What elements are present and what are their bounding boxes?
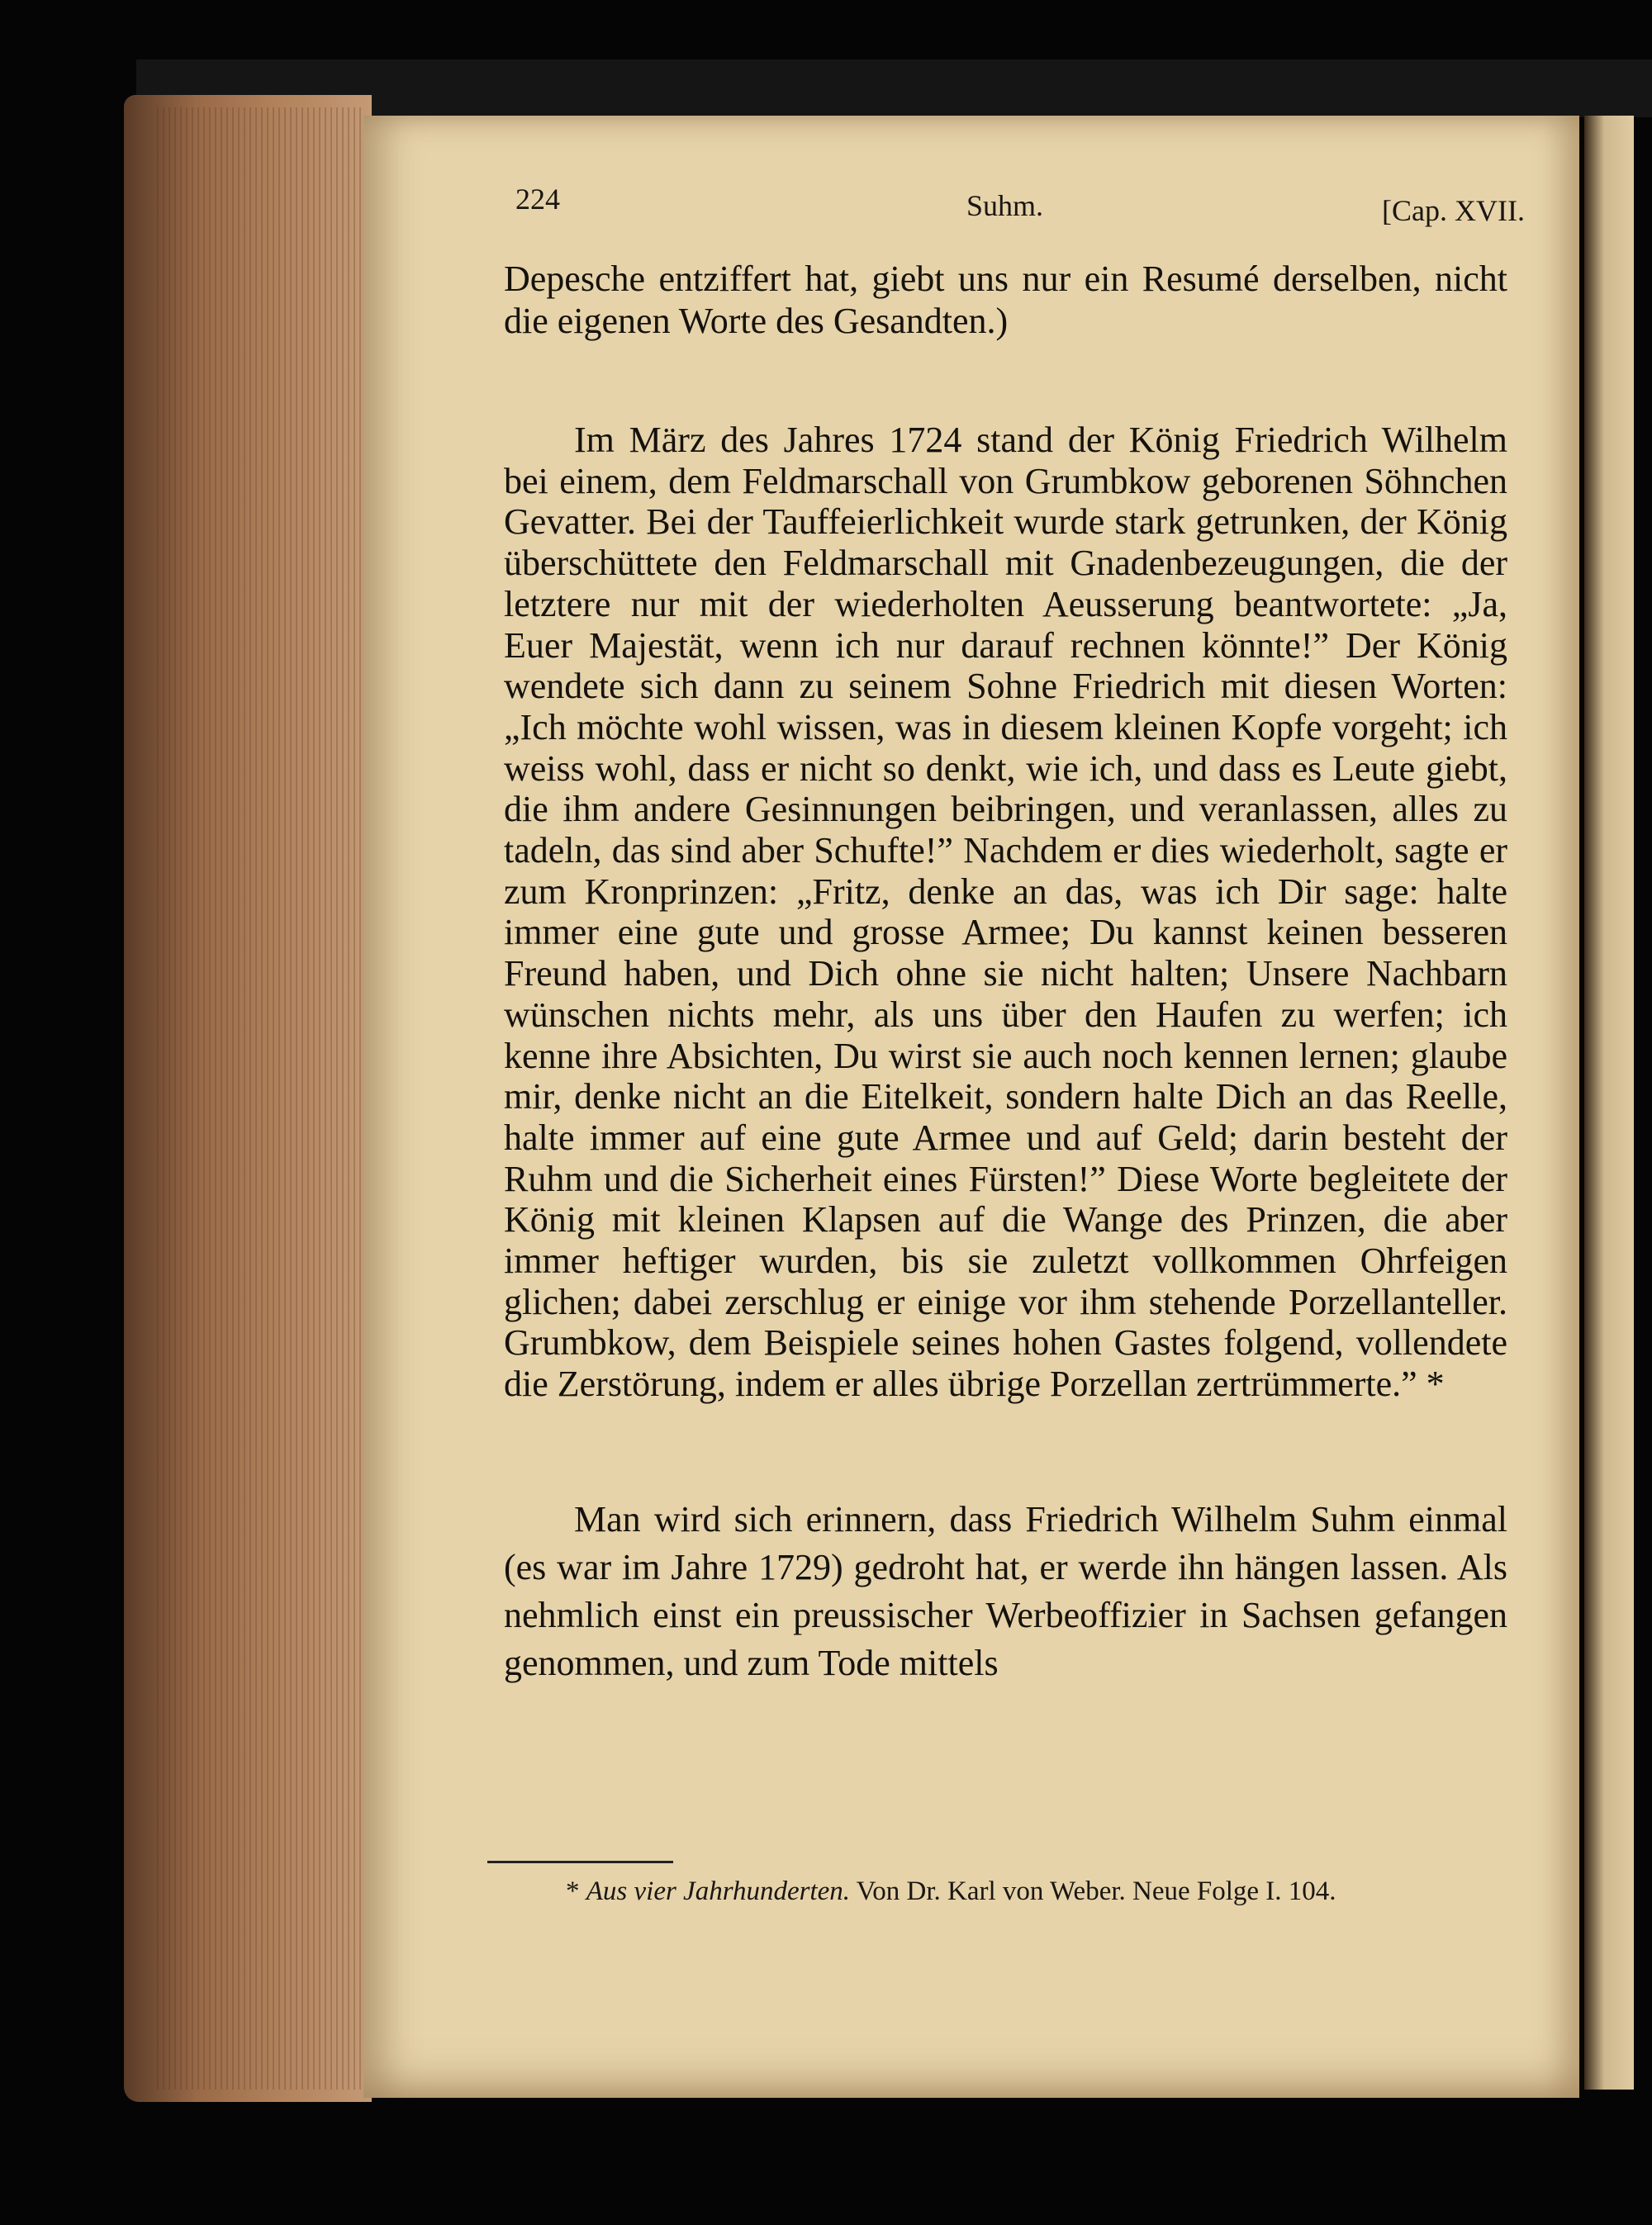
footnote-rule — [487, 1861, 673, 1863]
footnote-citation: Von Dr. Karl von Weber. Neue Folge I. 104. — [856, 1876, 1336, 1906]
footnote-title: Aus vier Jahrhunderten. — [586, 1876, 851, 1906]
paragraph-anecdote: Im März des Jahres 1724 stand der König Friedrich Wilhelm bei einem, dem Feldmarschall von Grumbkow geborenen Söhnchen Gevatter. Bei der Tauffeierlichkeit wurde stark getrunken, der König überschüttete den Feldmarschall mit Gnadenbezeugungen, die der letztere nur mit der wiederholten Aeusserung beantwortete: „Ja, Euer Majestät, wenn ich nur darauf rechnen könnte!” Der König wendete sich dann zu seinem Sohne Friedrich mit diesen Worten: „Ich möchte wohl wissen, was in diesem kleinen Kopfe vorgeht; ich weiss wohl, dass er nicht so denkt, wie ich, und dass es Leute giebt, die ihm andere Gesinnungen beibringen, und veranlassen, alles zu tadeln, das sind aber Schufte!” Nachdem er dies wiederholt, sagte er zum Kronprinzen: „Fritz, denke an das, was ich Dir sage: halte immer eine gute und grosse Armee; Du kannst keinen besseren Freund haben, und Dich ohne sie nicht halten; Unsere Nachbarn wünschen nichts mehr, als uns über den Haufen zu werfen; ich kenne ihre Absichten, Du wirst sie auch noch kennen lernen; glaube mir, denke nicht an die Eitelkeit, sondern halte Dich an das Reelle, halte immer auf eine gute Armee und auf Geld; darin besteht der Ruhm und die Sicherheit eines Fürsten!” Diese Worte begleitete der König mit kleinen Klapsen auf die Wange des Prinzen, die aber immer heftiger wurden, bis sie zuletzt vollkommen Ohrfeigen glichen; dabei zerschlug er einige vor ihm stehende Porzellanteller. Grumbkow, dem Beispiele seines hohen Gastes folgend, vollendete die Zerstörung, indem er alles übrige Porzellan zertrümmerte.” * — [504, 420, 1507, 1405]
footnote — [487, 1875, 1483, 1908]
facing-page-edge — [1584, 116, 1634, 2090]
page-header — [515, 182, 1525, 231]
paragraph-continuation: Depesche entziffert hat, giebt uns nur ein Resumé derselben, nicht die eigenen Worte des Gesandten.) — [504, 259, 1507, 341]
paragraph-suhm: Man wird sich erinnern, dass Friedrich Wilhelm Suhm einmal (es war im Jahre 1729) gedroht hat, er werde ihn hängen lassen. Als nehmlich einst ein preussischer Werbeoffizier in Sachsen gefangen genommen, und zum Tode mittels — [504, 1498, 1507, 1683]
body-text — [504, 258, 1507, 1687]
page-block-lines — [157, 107, 363, 2090]
footnote-marker: * — [566, 1876, 580, 1906]
page-number: 224 — [515, 183, 560, 216]
running-title: Suhm. — [966, 189, 1044, 222]
chapter-reference: [Cap. XVII. — [1382, 194, 1525, 227]
